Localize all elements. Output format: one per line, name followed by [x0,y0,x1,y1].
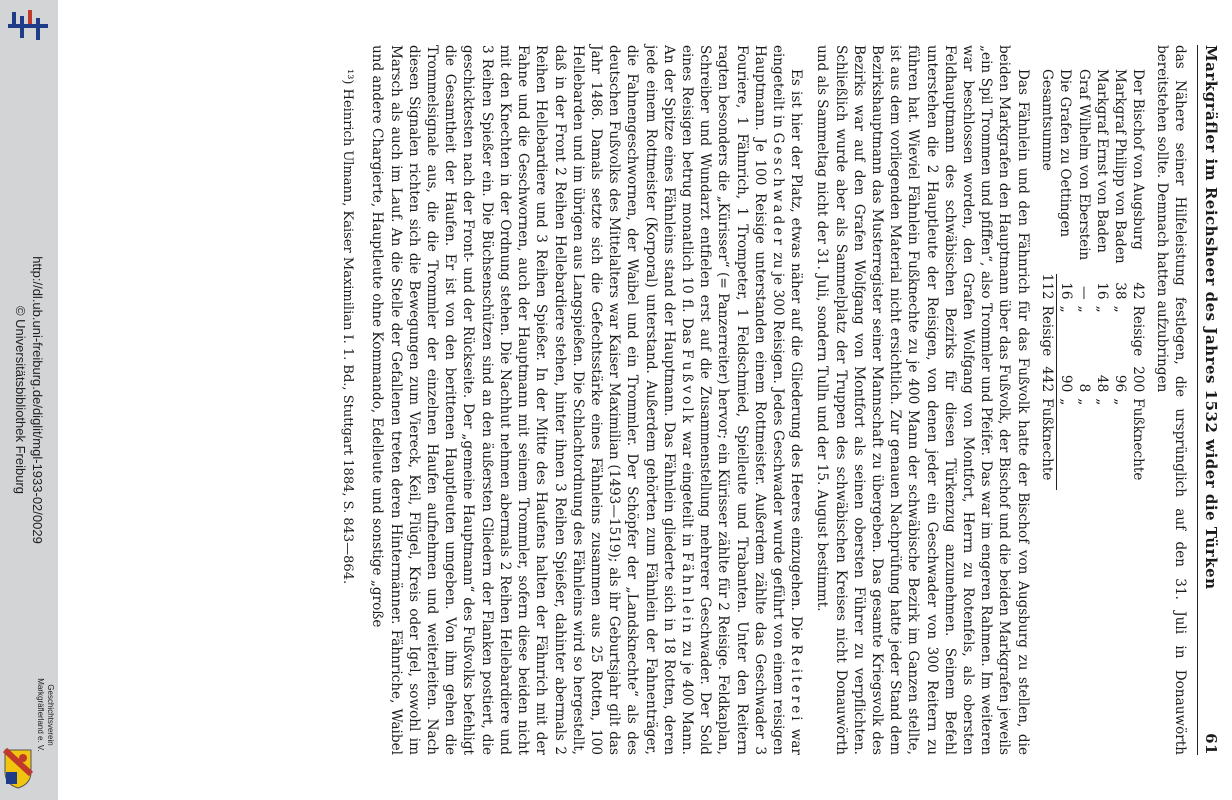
text-segment: zu je 400 Mann. An der Spitze eines Fähnleins stand der Hauptmann. Das Fähnlein gliederte sich in 18 Rotten, deren jede einem Rottmeister (Korporal) unterstand. Außerdem gehörten zum Fähnlein der Fahnenträger, die Fahnengeschwornen, der Waibel und ein Trommler. Der Schöpfer der „Landsknechte“ als des deutschen Fußvolks des Mittelalters war Kaiser Maximilian (1493—1519); als ihr Geburtsjahr gilt das Jahr 1486. Damals setzte sich die Gefechtsstärke eines Fähnleins zusammen aus 25 Rotten, 100 Hellebarden und im übrigen aus Langspießen. Die Schlachtordnung des Fähnleins wird so hergestellt, daß in der Front 2 Reihen Hellebardiere stehen, hinter ihnen 3 Reihen Spießer, dahinter abermals 2 Reihen Hellebardiere und 3 Reihen Spießer. In der Mitte des Haufens halten der Fähnrich mit der Fahne und die Geschwornen, auch der Hauptmann mit seinem Trommler, sofern diese beiden nicht mit den Knechten in der Ordnung stehen. Die Nachhut nehmen abermals 2 Reihen Hellebardiere und 3 Reihen Spießer ein. Die Büchsenschützen sind an den äußersten Gliedern der Flanken postiert, die geschicktesten nach der Front- und der Rückseite. Der „gemeine Hauptmann“ des Fußvolks befehligt die Gesamtheit der Haufen. Er ist von den berittenen Hauptleuten umgeben. Von ihm gehen die Trommelsignale aus, die die Trommler der einzelnen Haufen aufnehmen und weiterleiten. Nach diesen Signalen richten sich die Bewegungen zum Viereck, Keil, Flügel, Kreis oder Igel, sowohl im Marsch als auch im Lauf. An die Stelle der Gefallenen treten deren Hintermänner. Fähnriche, Waibel und andere Chargierte, Hauptleute ohne Kommando, Edelleute und sonstige „große [369,45,695,755]
row-name: Die Grafen zu Oettingen [1057,69,1074,238]
footnote: ¹³) Heinrich Ulmann, Kaiser Maximilian I. 1. Bd., Stuttgart 1884, S. 843—864. [340,69,356,585]
text-segment: war eingeteilt in [769,45,805,755]
source-url-link[interactable]: http://dl.ub.uni-freiburg.de/diglit/mgl-1933-02/0029 [30,256,45,544]
row-value-b: 48 [1093,374,1110,393]
row-unit-a: Reisige [1129,305,1146,357]
total-unit-a: Reisige [1038,306,1057,367]
table-total-row [1038,69,1057,490]
document-page [58,0,1232,800]
row-name: Graf Wilhelm von Eberstein [1075,69,1092,261]
row-value-a: 38 [1111,282,1128,300]
row-unit-a: „ [1111,305,1128,313]
intro-paragraph: das Nähere seiner Hilfeleistung festlegen, die ursprünglich auf den 31. Juli in Donauwörth bereitstehen sollte. Demnach hatten aufzubringen [1153,45,1188,755]
total-value-b: 442 [1038,366,1057,398]
row-unit-b: „ [1057,398,1074,406]
paragraph-army-structure [368,45,805,755]
table-row [1129,69,1147,490]
row-name: Markgraf Ernst von Baden [1093,69,1110,253]
row-name: Markgraf Philipp von Baden [1111,69,1128,264]
library-logo-icon[interactable] [6,6,50,50]
copyright-text: © Universitätsbibliothek Freiburg [13,305,28,495]
table-row [1075,69,1093,490]
row-unit-b: Fußknechte [1129,398,1146,481]
row-value-b: 200 [1129,366,1146,393]
row-value-b: 8 [1075,383,1092,393]
coat-of-arms-icon[interactable] [3,746,33,790]
running-head-title: Markgräfler im Reichsheer des Jahres 1532 wider die Türken [1202,45,1220,590]
page-number: 61 [1202,733,1220,755]
table-row [1056,69,1075,490]
running-head [1197,45,1220,755]
spaced-term: Geschwader [769,132,786,248]
troop-table [1038,69,1147,490]
spaced-term: Fußvolk [678,349,695,426]
row-value-a: 16 [1093,282,1110,300]
total-label: Gesamtsumme [1038,69,1055,171]
table-row [1111,69,1129,490]
spaced-term: Fähnlein [678,552,695,636]
row-value-a: 42 [1129,282,1146,300]
row-value-b: 90 [1057,374,1074,393]
total-value-a: 112 [1038,274,1057,306]
row-unit-a: „ [1093,305,1110,313]
society-line1: Geschichtsverein [46,684,55,746]
viewer-sidebar [0,0,59,800]
table-row [1093,69,1111,490]
text-segment: zu je 300 Reisigen. Jedes Geschwader wurde geführt von einem reisigen Hauptmann. Je 100 Reisige unterstanden einem Rottmeister. Außerdem zählte das Geschwader 3 Fouriere, 1 Fähnrich, 1 Trompeter, 1 Feldschmied, Spielleute und Trabanten. Unter den Reitern ragten besonders die „Kürisser“ (= Panzerreiter) hervor; ein Kürisser zählte für 2 Reisige. Feldkaplan, Schreiber und Wundarzt entfielen erst auf die Zusammenstellung mehrerer Geschwader. Der Sold eines Reisigen betrug monatlich 10 fl. Das [678,45,786,756]
text-segment: war eingeteilt in [678,431,695,547]
row-unit-a: „ [1075,305,1092,313]
total-unit-b: Fußknechte [1038,398,1057,490]
row-value-a: 16 [1057,282,1074,300]
row-value-b: 96 [1111,374,1128,393]
spaced-term: Reiterei [788,644,805,724]
row-unit-a: „ [1057,305,1074,313]
society-line2: Markgräflerland e. V. [36,678,45,752]
row-name: Der Bischof von Augsburg [1129,69,1146,250]
text-segment: Es ist hier der Platz, etwas näher auf die Gliederung des Heeres einzugehen. Die [788,69,805,640]
society-name[interactable] [35,678,55,752]
rotated-page-content [120,45,1220,755]
paragraph-banner: Das Fähnlein und den Fähnrich für das Fußvolk hatte der Bischof von Augsburg zu stellen, die beiden Markgrafen den Hauptmann über das Fußvolk, der Bischof und die beiden Markgrafen jeweils „ein Spil Trommen und pfiffen“, also Trommler und Pfeifer. Das war im engeren Rahmen. Im weiteren war beschlossen worden, den Grafen Wolfgang von Montfort, Herrn zu Rotenfels, als obersten Feldhauptmann des schwäbischen Bezirks für diesen Türkenzug anzunehmen. Seinem Befehl unterstehen die 2 Hauptleute der Reisigen, von denen jeder ein Geschwader von 300 Reitern zu führen hat. Wieviel Fähnlein Fußknechte zu je 400 Mann der schwäbische Bezirk im Ganzen stellte, ist aus dem vorliegenden Material nicht ersichtlich. Zur genauen Nachprüfung hatte jeder Stand dem Bezirkshauptmann das Musterregister seiner Mannschaft zu übergeben. Das gesamte Kriegsvolk des Bezirks war auf den Grafen Wolfgang von Montfort als seinen obersten Führer zu verpflichten. Schließlich wurde aber als Sammelplatz der Truppen des schwäbischen Kreises nicht Donauwörth und als Sammeltag nicht der 31. Juli, sondern Tulln und der 15. August bestimmt. [814,45,1031,755]
row-value-a: — [1075,285,1092,300]
row-unit-b: „ [1093,398,1110,406]
row-unit-b: „ [1075,398,1092,406]
row-unit-b: „ [1111,398,1128,406]
sidebar-source-text [12,256,46,544]
